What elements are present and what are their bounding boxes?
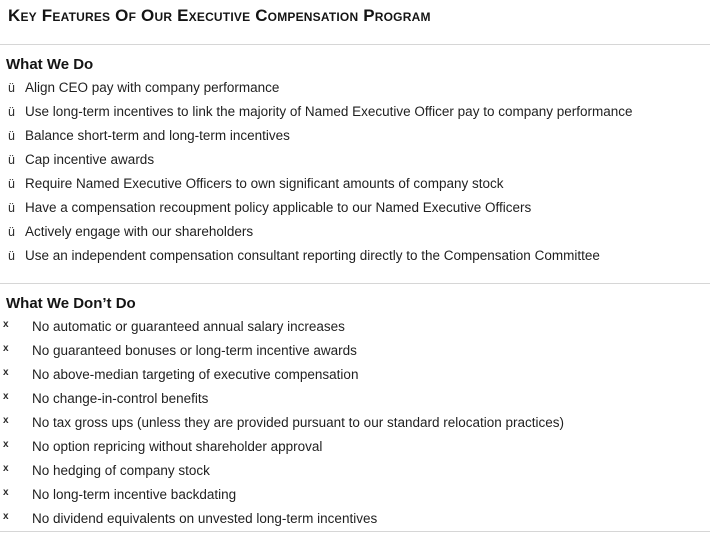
- divider: [0, 531, 710, 532]
- x-mark-icon: x: [3, 367, 9, 378]
- list-item: [0, 435, 710, 459]
- list-item-text: No hedging of company stock: [32, 463, 210, 478]
- list-item-text: Use long-term incentives to link the majority of Named Executive Officer pay to company performance: [25, 104, 633, 119]
- list-item: [0, 363, 710, 387]
- list-item: [0, 148, 710, 172]
- list-item: [0, 483, 710, 507]
- check-icon: ü: [8, 153, 15, 167]
- check-icon: ü: [8, 129, 15, 143]
- list-item-text: No long-term incentive backdating: [32, 487, 237, 502]
- list-item-text: No automatic or guaranteed annual salary increases: [32, 319, 345, 334]
- check-icon: ü: [8, 81, 15, 95]
- list-item: [0, 124, 710, 148]
- list-item-text: No guaranteed bonuses or long-term incentive awards: [32, 343, 357, 358]
- list-item: [0, 315, 710, 339]
- section-what-we-dont-do: [0, 295, 710, 531]
- dont-list: [0, 315, 710, 531]
- list-item-text: Have a compensation recoupment policy applicable to our Named Executive Officers: [25, 200, 532, 215]
- list-item-text: Actively engage with our shareholders: [25, 224, 254, 239]
- list-item-text: Use an independent compensation consultant reporting directly to the Compensation Committee: [25, 248, 600, 263]
- list-item: [0, 339, 710, 363]
- list-item: [0, 459, 710, 483]
- x-mark-icon: x: [3, 319, 9, 330]
- list-item: [0, 387, 710, 411]
- list-item-text: No option repricing without shareholder approval: [32, 439, 323, 454]
- list-item: [0, 220, 710, 244]
- x-mark-icon: x: [3, 487, 9, 498]
- x-mark-icon: x: [3, 463, 9, 474]
- check-icon: ü: [8, 225, 15, 239]
- list-item: [0, 196, 710, 220]
- list-item-text: No dividend equivalents on unvested long-term incentives: [32, 511, 378, 526]
- check-icon: ü: [8, 201, 15, 215]
- list-item: [0, 76, 710, 100]
- divider: [0, 44, 710, 45]
- check-icon: ü: [8, 177, 15, 191]
- section-heading-what-we-do: What We Do: [6, 56, 94, 73]
- do-list: [0, 76, 710, 268]
- list-item-text: Align CEO pay with company performance: [25, 80, 280, 95]
- page-title: Key Features Of Our Executive Compensation Program: [8, 6, 431, 25]
- list-item: [0, 507, 710, 531]
- section-what-we-do: [0, 56, 710, 268]
- list-item-text: No above-median targeting of executive compensation: [32, 367, 359, 382]
- list-item: [0, 411, 710, 435]
- list-item-text: Balance short-term and long-term incentives: [25, 128, 290, 143]
- check-icon: ü: [8, 105, 15, 119]
- x-mark-icon: x: [3, 415, 9, 426]
- list-item: [0, 100, 710, 124]
- divider: [0, 283, 710, 284]
- x-mark-icon: x: [3, 439, 9, 450]
- list-item-text: No tax gross ups (unless they are provided pursuant to our standard relocation practices): [32, 415, 565, 430]
- x-mark-icon: x: [3, 511, 9, 522]
- list-item-text: Cap incentive awards: [25, 152, 155, 167]
- list-item: [0, 172, 710, 196]
- x-mark-icon: x: [3, 343, 9, 354]
- section-heading-what-we-dont-do: What We Don’t Do: [6, 295, 136, 312]
- x-mark-icon: x: [3, 391, 9, 402]
- list-item: [0, 244, 710, 268]
- list-item-text: Require Named Executive Officers to own significant amounts of company stock: [25, 176, 504, 191]
- check-icon: ü: [8, 249, 15, 263]
- list-item-text: No change-in-control benefits: [32, 391, 209, 406]
